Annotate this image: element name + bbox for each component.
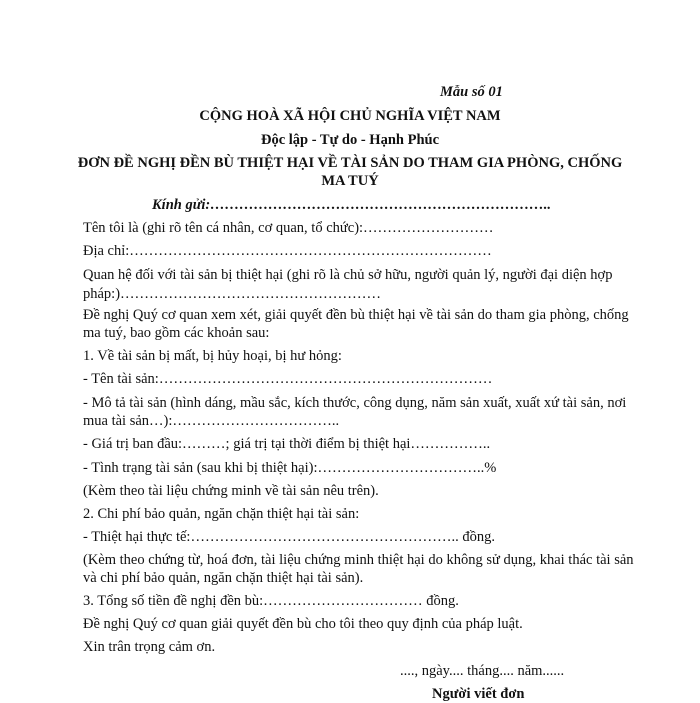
date-line: ...., ngày.... tháng.... năm...... (400, 663, 565, 679)
relation-line-2: pháp:)……………………………………………… (83, 286, 382, 302)
attachment-note-2-line-2: và chi phí bảo quản, ngăn chặn thiệt hại tài sản). (83, 570, 364, 586)
asset-name-line: - Tên tài sản:…………………………………………………………… (83, 371, 493, 387)
section-3-total: 3. Tổng số tiền đề nghị đền bù:…………………………… đồng. (83, 593, 459, 609)
name-line: Tên tôi là (ghi rõ tên cá nhân, cơ quan, tổ chức):……………………… (83, 220, 494, 236)
form-title-line-1: ĐƠN ĐỀ NGHỊ ĐỀN BÙ THIỆT HẠI VỀ TÀI SẢN DO THAM GIA PHÒNG, CHỐNG (77, 155, 623, 171)
form-number: Mẫu số 01 (440, 84, 503, 100)
actual-damage-line: - Thiệt hại thực tế:……………………………………………….. đồng. (83, 529, 495, 545)
request-line-2: ma tuý, bao gồm các khoản sau: (83, 325, 270, 341)
relation-line-1: Quan hệ đối với tài sản bị thiệt hại (ghi rõ là chủ sở hữu, người quản lý, người đại diện hợp (83, 267, 613, 283)
section-1-heading: 1. Về tài sản bị mất, bị hủy hoại, bị hư hỏng: (83, 348, 342, 364)
address-line: Địa chỉ:………………………………………………………………… (83, 243, 492, 259)
closing-request: Đề nghị Quý cơ quan giải quyết đền bù cho tôi theo quy định của pháp luật. (83, 616, 523, 632)
asset-attachment-note: (Kèm theo tài liệu chứng minh về tài sản nêu trên). (83, 483, 379, 499)
asset-value-line: - Giá trị ban đầu:………; giá trị tại thời điểm bị thiệt hại…………….. (83, 436, 491, 452)
section-2-heading: 2. Chi phí bảo quản, ngăn chặn thiệt hại tài sản: (83, 506, 360, 522)
asset-status-line: - Tình trạng tài sản (sau khi bị thiệt hại):……………………………..% (83, 460, 497, 476)
asset-description-line-2: mua tài sản…):…………………………….. (83, 413, 340, 429)
nation-header: CỘNG HOÀ XÃ HỘI CHỦ NGHĨA VIỆT NAM (199, 108, 501, 124)
thanks-line: Xin trân trọng cảm ơn. (83, 639, 216, 655)
greeting: Kính gửi:…………………………………………………………….. (152, 197, 551, 213)
asset-description-line-1: - Mô tả tài sản (hình dáng, mầu sắc, kích thước, công dụng, năm sản xuất, xuất xứ tài sản, nơi (83, 395, 627, 411)
form-title-line-2: MA TUÝ (321, 173, 379, 189)
signer-label: Người viết đơn (432, 686, 525, 702)
request-line-1: Đề nghị Quý cơ quan xem xét, giải quyết đền bù thiệt hại về tài sản do tham gia phòng, chống (83, 307, 629, 323)
attachment-note-2-line-1: (Kèm theo chứng từ, hoá đơn, tài liệu chứng minh thiệt hại do không sử dụng, khai thác tài sản (83, 552, 634, 568)
motto: Độc lập - Tự do - Hạnh Phúc (260, 132, 440, 148)
